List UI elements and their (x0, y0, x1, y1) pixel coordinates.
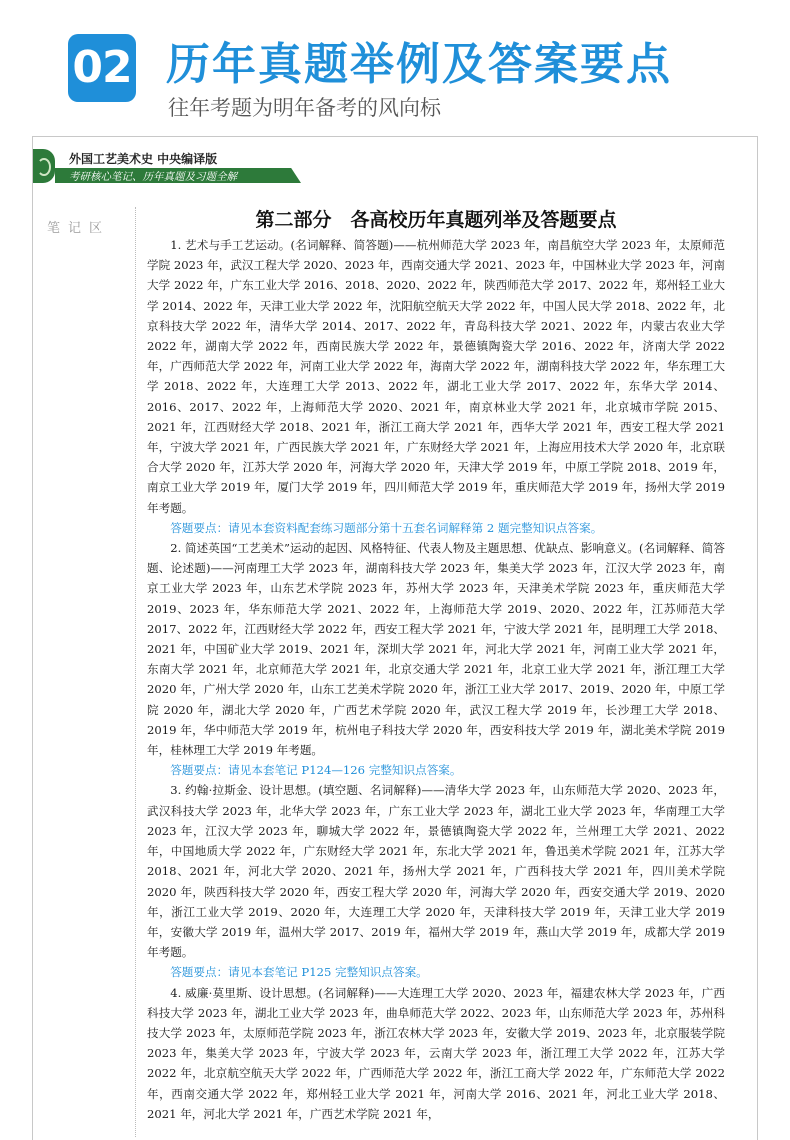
notes-area-label: 笔记区 (47, 221, 111, 236)
question-1: 1. 艺术与手工艺运动。(名词解释、简答题)——杭州师范大学 2023 年，南昌航空大学 2023 年，太原师范学院 2023 年，武汉工程大学 2020、2023 年，西南交通大学 2021、2023 年，中国林业大学 2023 年，河南大学 2022 年，广东工业大学 2016、2018、2020、2022 年，陕西师范大学 2017、2022 年，郑州轻工业大学 2014、2022 年，天津工业大学 2022 年，沈阳航空航天大学 2022 年，中国人民大学 2018、2022 年，北京科技大学 2022 年，清华大学 2014、2017、2022 年，青岛科技大学 2021、2022 年，内蒙古农业大学 2022 年，湖南大学 2022 年，西南民族大学 2022 年，景德镇陶瓷大学 2016、2022 年，济南大学 2022 年，广西师范大学 2022 年，河南工业大学 2022 年，海南大学 2022 年，湖南科技大学 2022 年，华东理工大学 2018、2022 年，大连理工大学 2013、2022 年，湖北工业大学 2017、2022 年，东华大学 2014、2016、2017、2022 年，上海师范大学 2020、2021 年，南京林业大学 2021 年，北京城市学院 2015、2021 年，江西财经大学 2018、2021 年，浙江工商大学 2021 年，西华大学 2021 年，西安工程大学 2021 年，宁波大学 2021 年，广西民族大学 2021 年，广东财经大学 2021 年，上海应用技术大学 2020 年，北京联合大学 2020 年，江苏大学 2020 年，河海大学 2020 年，天津大学 2019 年，中原工学院 2018、2019 年，南京工业大学 2019 年，厦门大学 2019 年，四川师范大学 2019 年，重庆师范大学 2019 年，扬州大学 2019 年考题。 (147, 238, 725, 515)
answer-1: 答题要点：请见本套资料配套练习题部分第十五套名词解释第 2 题完整知识点答案。 (170, 520, 603, 535)
answer-3: 答题要点：请见本套笔记 P125 完整知识点答案。 (170, 965, 428, 980)
book-slogan: 考研核心笔记、历年真题及习题全解 (69, 171, 237, 183)
book-logo-icon (33, 149, 55, 183)
main-content (147, 205, 725, 1124)
question-2: 2. 简述英国“工艺美术”运动的起因、风格特征、代表人物及主题思想、优缺点、影响意义。(名词解释、简答题、论述题)——河南理工大学 2023 年，湖南科技大学 2023 年，集美大学 2023 年，江汉大学 2023 年，南京工业大学 2023 年，山东艺术学院 2023 年，苏州大学 2023 年，天津美术学院 2023 年，重庆师范大学 2019、2023 年，华东师范大学 2021、2022 年，上海师范大学 2019、2020、2022 年，江苏师范大学 2017、2022 年，江西财经大学 2022 年，西安工程大学 2021 年，宁波大学 2021 年，昆明理工大学 2018、2021 年，中国矿业大学 2019、2021 年，深圳大学 2021 年，河北大学 2021 年，河南工业大学 2021 年，东南大学 2021 年，北京师范大学 2021 年，北京交通大学 2021 年，北京工业大学 2021 年，浙江理工大学 2020 年，广州大学 2020 年，山东工艺美术学院 2020 年，浙江工业大学 2017、2019、2020 年，中原工学院 2020 年，湖北大学 2020 年，广西艺术学院 2020 年，武汉工程大学 2019 年，长沙理工大学 2018、2019 年，华中师范大学 2019 年，杭州电子科技大学 2020 年，西安科技大学 2019 年，湖北美术学院 2019 年，桂林理工大学 2019 年考题。 (147, 541, 725, 758)
book-name: 外国工艺美术史 中央编译版 (69, 152, 218, 166)
question-3: 3. 约翰·拉斯金、设计思想。(填空题、名词解释)——清华大学 2023 年，山东师范大学 2020、2023 年，武汉科技大学 2023 年，北华大学 2023 年，广东工业大学 2023 年，湖北工业大学 2023 年，华南理工大学 2023 年，江汉大学 2023 年，聊城大学 2022 年，景德镇陶瓷大学 2022 年，兰州理工大学 2021、2022 年，中国地质大学 2022 年，广东财经大学 2021 年，东北大学 2021 年，鲁迅美术学院 2021 年，江苏大学 2018、2021 年，河北大学 2020、2021 年，扬州大学 2021 年，广西科技大学 2021 年，四川美术学院 2020 年，陕西科技大学 2020 年，西安工程大学 2020 年，河海大学 2020 年，西安交通大学 2019、2020 年，浙江工业大学 2019、2020 年，大连理工大学 2020 年，天津科技大学 2019 年，天津工业大学 2019 年，安徽大学 2019 年，温州大学 2017、2019 年，福州大学 2019 年，燕山大学 2019 年，成都大学 2019 年考题。 (147, 783, 725, 960)
answer-2: 答题要点：请见本套笔记 P124—126 完整知识点答案。 (170, 763, 462, 778)
section-header (0, 0, 790, 136)
part-title: 第二部分 各高校历年真题列举及答题要点 (255, 209, 617, 231)
section-subtitle: 往年考题为明年备考的风向标 (168, 96, 441, 120)
section-title: 历年真题举例及答案要点 (166, 39, 672, 90)
book-header (33, 149, 303, 185)
notes-divider (135, 207, 136, 1137)
document-page (32, 136, 758, 1140)
question-4: 4. 威廉·莫里斯、设计思想。(名词解释)——大连理工大学 2020、2023 年，福建农林大学 2023 年，广西科技大学 2023 年，湖北工业大学 2023 年，曲阜师范大学 2022、2023 年，山东师范大学 2023 年，苏州科技大学 2023 年，太原师范学院 2023 年，浙江农林大学 2023 年，安徽大学 2019、2023 年，北京服装学院 2023 年，集美大学 2023 年，宁波大学 2023 年，云南大学 2023 年，浙江理工大学 2022 年，江苏大学 2022 年，北京航空航天大学 2022 年，广西师范大学 2022 年，浙江工商大学 2022 年，广东师范大学 2022 年，西南交通大学 2022 年，郑州轻工业大学 2021 年，河南大学 2016、2021 年，河北工业大学 2018、2021 年，河北大学 2021 年，广西艺术学院 2021 年， (147, 985, 725, 1121)
section-number-badge: 02 (68, 34, 136, 102)
